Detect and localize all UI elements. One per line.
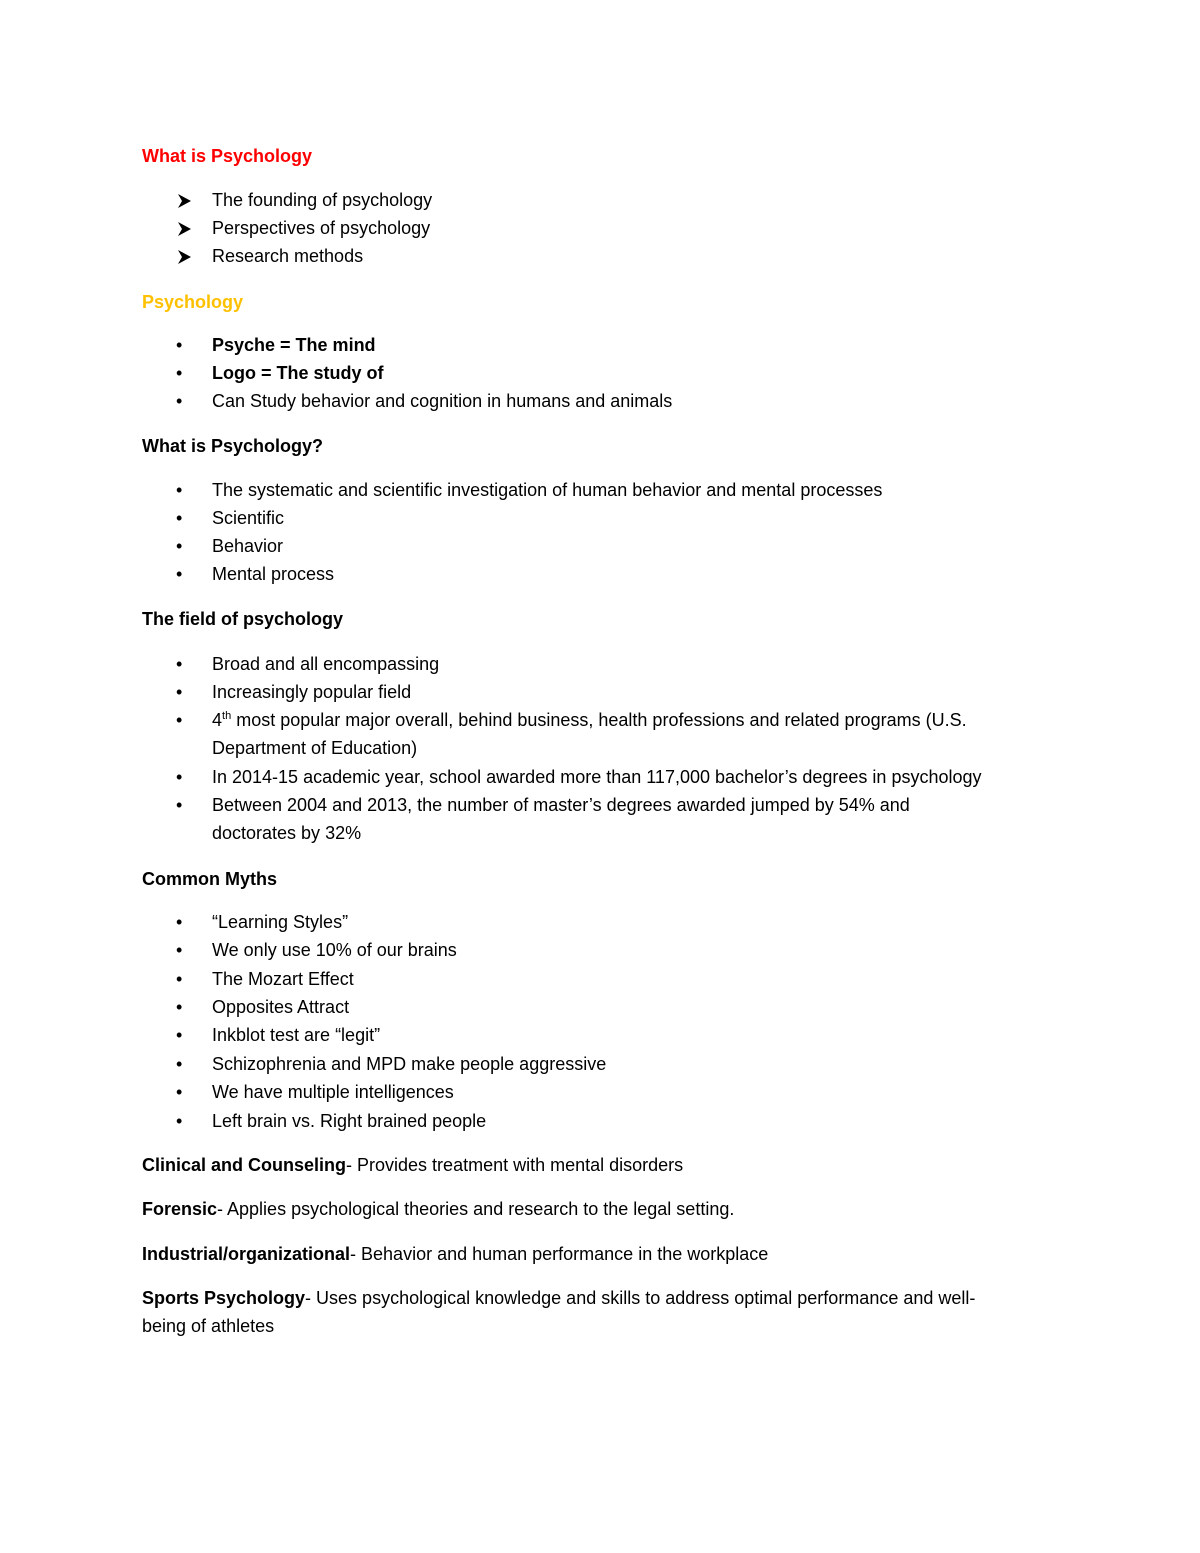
heading-field-of-psychology: The field of psychology (142, 609, 344, 629)
bullet-icon (176, 709, 196, 731)
arrow-bullet-icon (176, 217, 196, 237)
bullet-icon (176, 390, 196, 412)
arrow-bullet-icon (176, 189, 196, 209)
definition-term: Sports Psychology (142, 1288, 306, 1308)
list-item: Mental process (212, 564, 335, 584)
bullet-icon (176, 1081, 196, 1103)
list-item: “Learning Styles” (212, 912, 349, 932)
bullet-icon (176, 1024, 196, 1046)
bullet-icon (176, 653, 196, 675)
list-item: Scientific (212, 508, 285, 528)
definition-term: Forensic (142, 1199, 218, 1219)
list-item: Perspectives of psychology (212, 218, 431, 238)
definition-clinical (142, 1151, 1082, 1179)
list-item: Between 2004 and 2013, the number of master’s degrees awarded jumped by 54% and (212, 795, 910, 815)
definition-term: Industrial/organizational (142, 1244, 351, 1264)
list-item: Research methods (212, 246, 364, 266)
definition-sports (142, 1284, 1082, 1312)
definition-text: - Provides treatment with mental disorders (346, 1155, 684, 1175)
list-item: In 2014-15 academic year, school awarded more than 117,000 bachelor’s degrees in psychology (212, 767, 982, 787)
bullet-icon (176, 507, 196, 529)
list-item: Opposites Attract (212, 997, 350, 1017)
list-item: Logo = The study of (212, 363, 384, 383)
bullet-icon (176, 535, 196, 557)
definition-text: - Uses psychological knowledge and skills to address optimal performance and well- (305, 1288, 976, 1308)
bullet-icon (176, 362, 196, 384)
definition-industrial (142, 1240, 1082, 1268)
bullet-icon (176, 681, 196, 703)
ordinal-number: 4 (212, 710, 223, 730)
list-item (212, 706, 967, 734)
list-item: Increasingly popular field (212, 682, 412, 702)
bullet-icon (176, 479, 196, 501)
list-item: Behavior (212, 536, 284, 556)
bullet-icon (176, 968, 196, 990)
heading-what-is-psychology: What is Psychology (142, 146, 313, 166)
bullet-icon (176, 766, 196, 788)
list-item: Left brain vs. Right brained people (212, 1111, 487, 1131)
definition-forensic (142, 1195, 1082, 1223)
ordinal-suffix: th (222, 710, 232, 722)
list-item-text: most popular major overall, behind business, health professions and related programs (U.S. (231, 710, 967, 730)
definition-term: Clinical and Counseling (142, 1155, 347, 1175)
list-item: We have multiple intelligences (212, 1082, 454, 1102)
bullet-icon (176, 334, 196, 356)
definition-text: - Applies psychological theories and research to the legal setting. (217, 1199, 735, 1219)
definition-text: - Behavior and human performance in the workplace (350, 1244, 769, 1264)
list-item: Inkblot test are “legit” (212, 1025, 381, 1045)
bullet-icon (176, 794, 196, 816)
heading-what-is-psychology-question: What is Psychology? (142, 436, 324, 456)
bullet-icon (176, 996, 196, 1018)
bullet-icon (176, 911, 196, 933)
bullet-icon (176, 563, 196, 585)
heading-common-myths: Common Myths (142, 869, 277, 889)
list-item: Psyche = The mind (212, 335, 376, 355)
list-item: Can Study behavior and cognition in humans and animals (212, 391, 673, 411)
heading-psychology: Psychology (142, 292, 244, 312)
bullet-icon (176, 939, 196, 961)
definition-sports-continuation: being of athletes (142, 1316, 275, 1336)
list-item-continuation: Department of Education) (212, 738, 418, 758)
list-item-continuation: doctorates by 32% (212, 823, 362, 843)
bullet-icon (176, 1053, 196, 1075)
list-item: The Mozart Effect (212, 969, 354, 989)
list-item: Broad and all encompassing (212, 654, 440, 674)
list-item: The systematic and scientific investigation of human behavior and mental processes (212, 480, 883, 500)
list-item: The founding of psychology (212, 190, 433, 210)
list-item: Schizophrenia and MPD make people aggressive (212, 1054, 607, 1074)
bullet-icon (176, 1110, 196, 1132)
arrow-bullet-icon (176, 245, 196, 265)
list-item: We only use 10% of our brains (212, 940, 457, 960)
